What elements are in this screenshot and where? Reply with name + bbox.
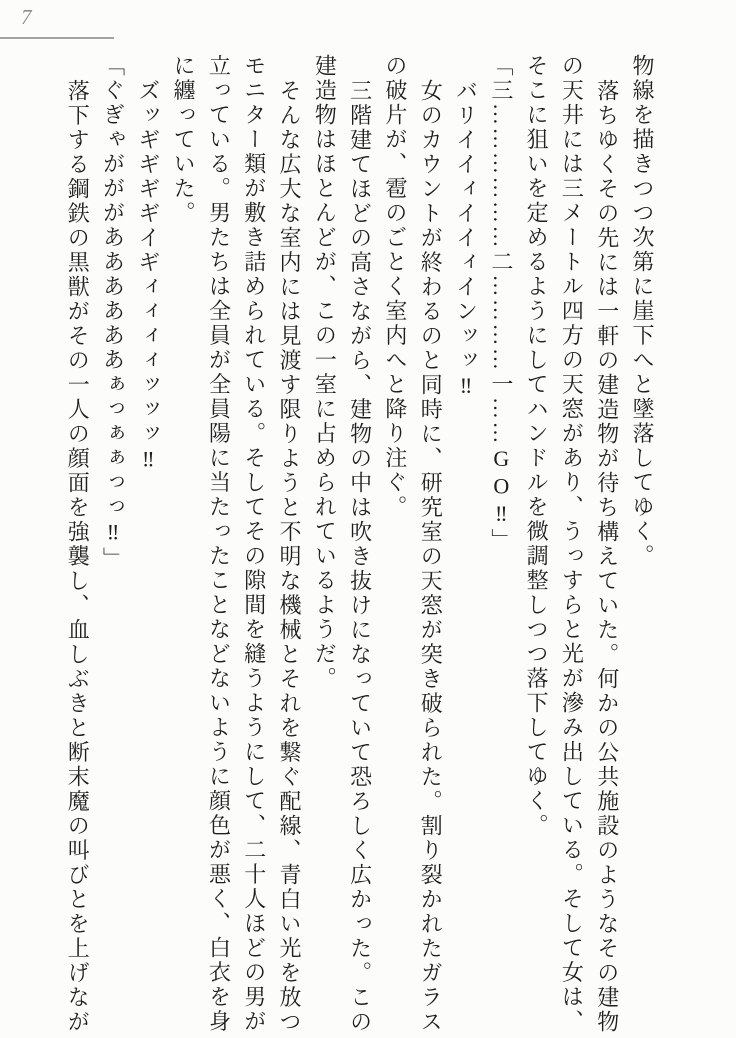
body-text [60, 54, 660, 1038]
text-line: 物線を描きつつ次第に崖下へと墜落してゆく。 [630, 54, 655, 569]
text-line: バリイイィイイィインッッ‼ [453, 78, 479, 400]
text-line: 立っている。男たちは全員が全員陽に当たったことなどないように顔色が悪く、白衣を身 [206, 54, 232, 1034]
text-line: 「ぐぎゃがががああああああぁっぁぁっっ‼」 [100, 54, 126, 572]
text-line: そこに狙いを定めるようにしてハンドルを微調整しつつ落下してゆく。 [524, 54, 550, 838]
folio-rule [0, 37, 114, 39]
text-line: の破片が、雹のごとく室内へと降り注ぐ。 [382, 54, 408, 520]
text-line: そんな広大な室内には見渡す限りようと不明な機械とそれを繋ぐ配線、青白い光を放つ [277, 78, 303, 1034]
text-line: 三階建てほどの高さながら、建物の中は吹き抜けになっていて恐ろしく広かった。この [347, 78, 373, 1034]
text-line: の天井には三メートル四方の天窓があり、うっすらと光が滲み出している。そして女は、 [559, 54, 585, 1034]
text-line: モニター類が敷き詰められている。そしてその隙間を縫うようにして、二十人ほどの男が [241, 54, 267, 1034]
text-line: に纏っていた。 [171, 54, 197, 226]
text-line: ズッギギギギイギィィィィッッッ‼ [135, 78, 161, 474]
text-line: 落下する鋼鉄の黒獣がその一人の顔面を強襲し、血しぶきと断末魔の叫びとを上げなが [65, 78, 91, 1034]
text-line: 女のカウントが終わるのと同時に、研究室の天窓が突き破られた。割り裂かれたガラス [418, 78, 444, 1034]
text-line: 建造物はほとんどが、この一室に占められているようだ。 [312, 54, 338, 691]
text-line: 落ちゆくその先には一軒の建造物が待ち構えていた。何かの公共施設のようなその建物 [594, 78, 620, 1034]
text-line: 「三………………二…………一……GO‼」 [488, 54, 514, 553]
page-number: 7 [21, 5, 32, 29]
